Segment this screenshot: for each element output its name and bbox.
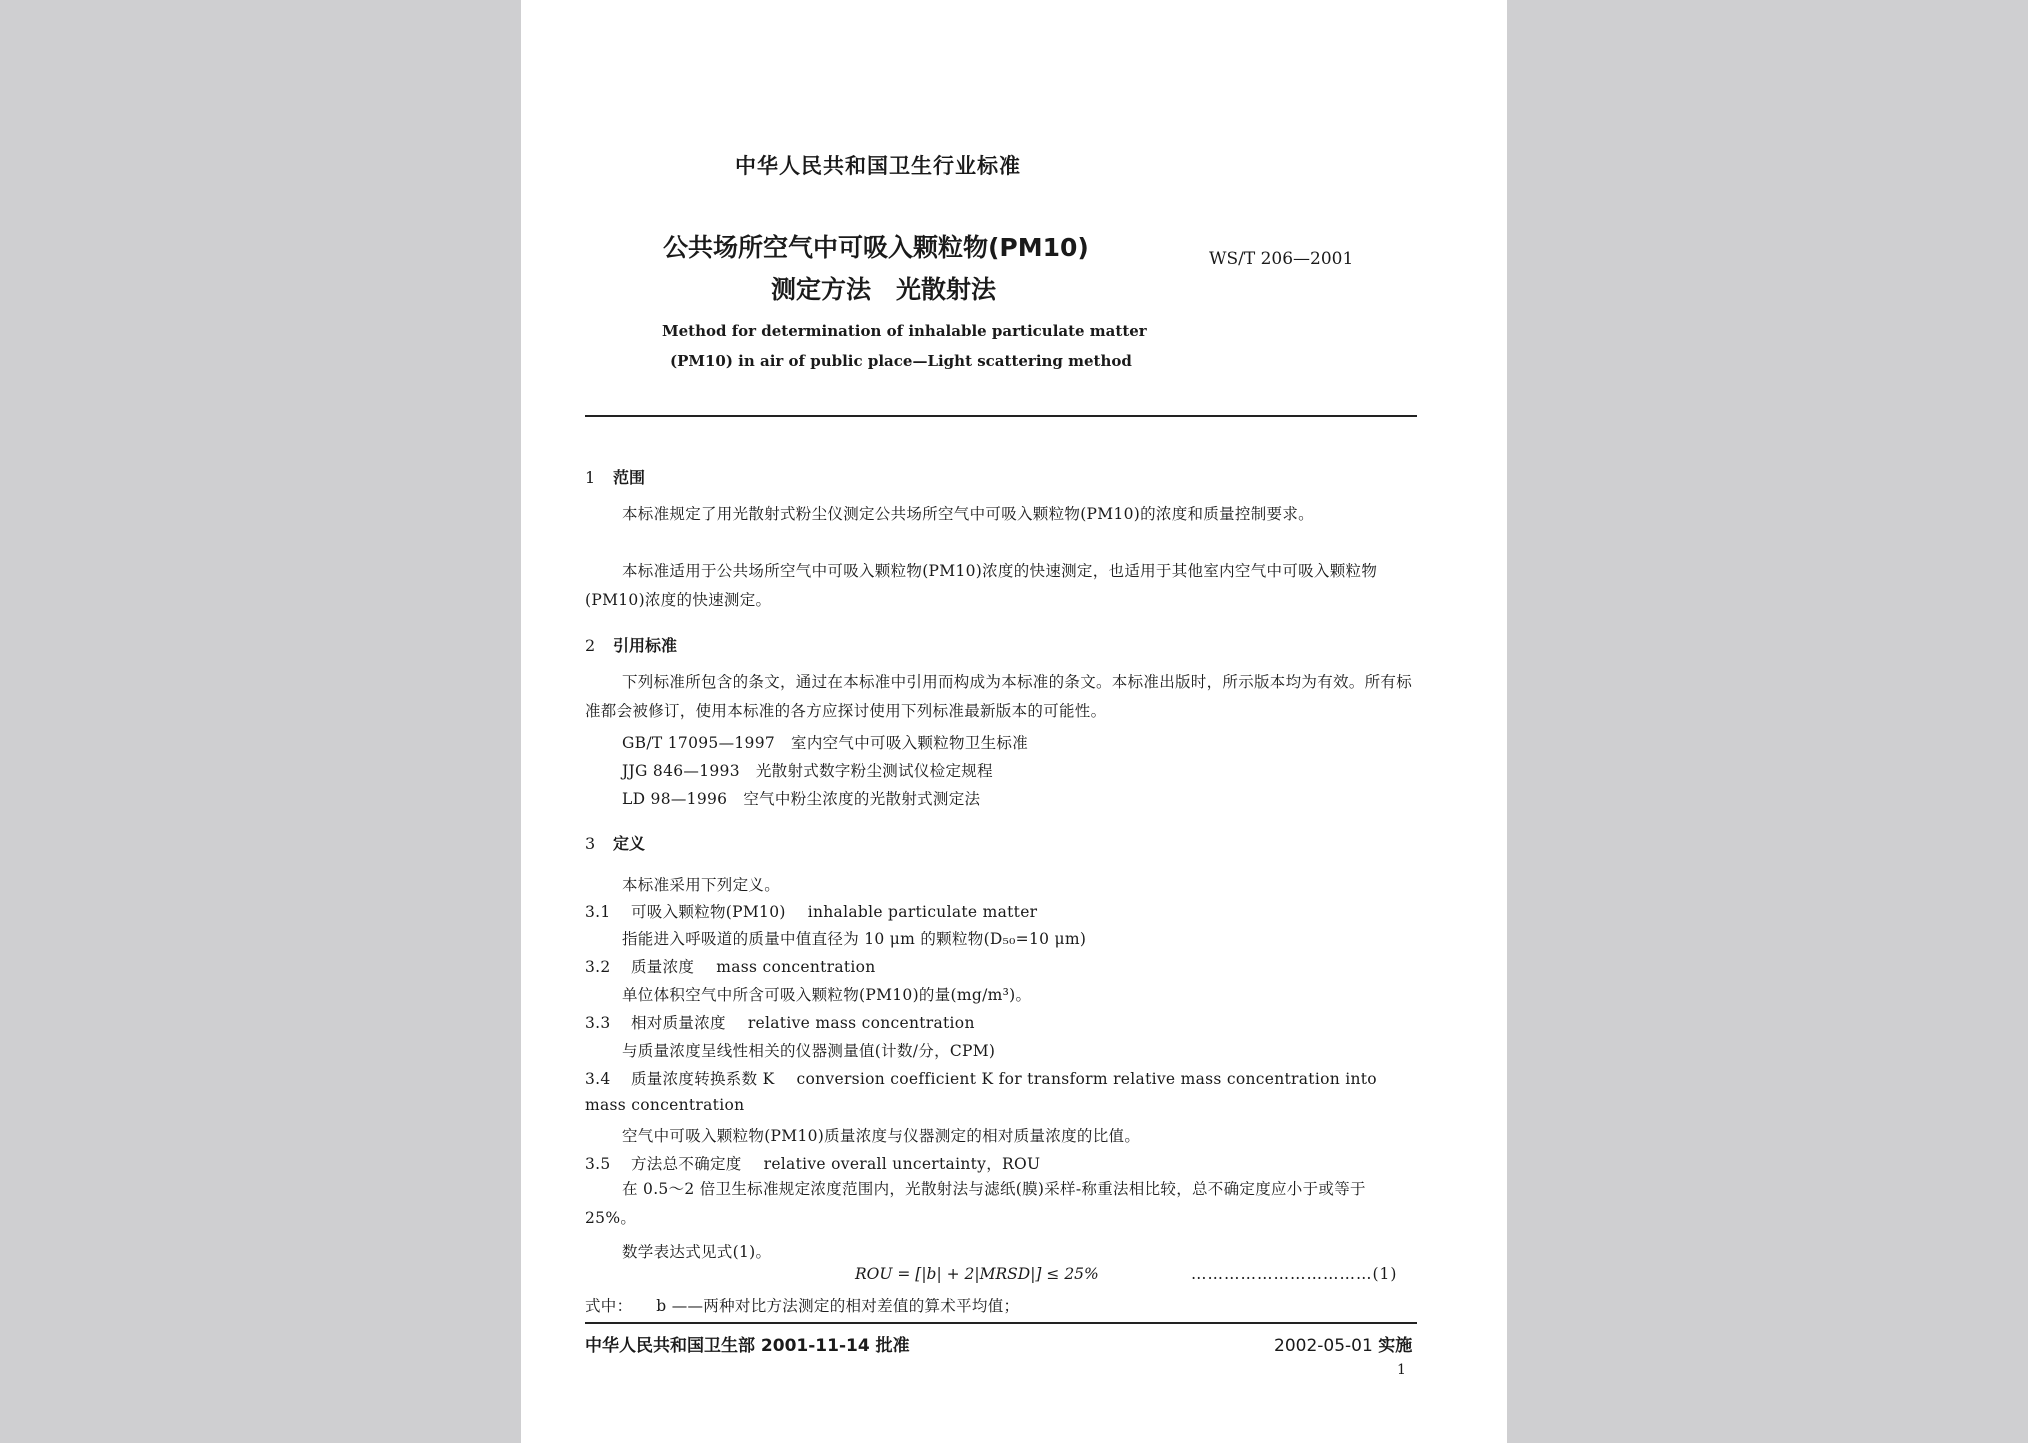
definition-term-english: relative mass concentration (747, 1014, 975, 1032)
definition-term-english: relative overall uncertainty，ROU (763, 1155, 1041, 1173)
implementation-label: 实施 (1378, 1336, 1413, 1356)
definition-number: 3.5 (585, 1155, 611, 1173)
issuing-agency: 中华人民共和国卫生行业标准 (735, 154, 1021, 178)
implementation-date: 2002-05-01 (1274, 1336, 1373, 1356)
definition-3-4 (585, 1067, 1377, 1089)
definition-term: 方法总不确定度 (631, 1155, 742, 1173)
definition-3-4-text: 空气中可吸入颗粒物(PM10)质量浓度与仪器测定的相对质量浓度的比值。 (622, 1127, 1141, 1145)
section-1-heading (585, 465, 645, 488)
reference-code: JJG 846—1993 (622, 762, 740, 780)
definition-term: 相对质量浓度 (631, 1014, 726, 1032)
section-2-paragraph: 下列标准所包含的条文，通过在本标准中引用而构成为本标准的条文。本标准出版时，所示版本均为有效。所有标准都会被修订，使用本标准的各方应探讨使用下列标准最新版本的可能性。 (585, 673, 1413, 720)
rou-formula: ROU = [|b| + 2|MRSD|] ≤ 25% (855, 1265, 1099, 1283)
section-title: 定义 (613, 834, 646, 853)
reference-title: 室内空气中可吸入颗粒物卫生标准 (791, 734, 1029, 752)
reference-code: LD 98—1996 (622, 790, 728, 808)
definition-3-3-text: 与质量浓度呈线性相关的仪器测量值(计数/分，CPM) (622, 1042, 996, 1060)
definition-number: 3.1 (585, 903, 611, 921)
footer-divider (585, 1322, 1417, 1324)
definition-3-1 (585, 900, 1037, 922)
section-1-paragraph-1: 本标准规定了用光散射式粉尘仪测定公共场所空气中可吸入颗粒物(PM10)的浓度和质量控制要求。 (622, 505, 1314, 523)
definition-term: 质量浓度 (631, 958, 695, 976)
section-title: 范围 (613, 468, 646, 487)
section-number: 2 (585, 636, 596, 655)
section-3-heading (585, 831, 645, 854)
implementation-note (1274, 1331, 1412, 1356)
reference-code: GB/T 17095—1997 (622, 734, 776, 752)
definition-3-5 (585, 1152, 1040, 1174)
formula-number: ……………………………(1) (1191, 1265, 1398, 1283)
definition-term-english: mass concentration (716, 958, 876, 976)
definition-3-2-text: 单位体积空气中所含可吸入颗粒物(PM10)的量(mg/m³)。 (622, 986, 1032, 1004)
section-title: 引用标准 (613, 636, 678, 655)
definition-3-5-text: 在 0.5～2 倍卫生标准规定浓度范围内，光散射法与滤纸(膜)采样-称重法相比较，总不确定度应小于或等于 25%。 (585, 1180, 1366, 1227)
section-2-heading (585, 633, 677, 656)
standard-code: WS/T 206—2001 (1209, 249, 1354, 269)
definition-3-3 (585, 1011, 975, 1033)
definition-term: 质量浓度转换系数 K (631, 1070, 775, 1088)
approval-note: 中华人民共和国卫生部 2001-11-14 批准 (585, 1336, 910, 1356)
reference-item (622, 787, 980, 809)
section-number: 3 (585, 834, 596, 853)
definition-number: 3.4 (585, 1070, 611, 1088)
definition-3-4-continuation: mass concentration (585, 1096, 745, 1114)
definition-3-1-text: 指能进入呼吸道的质量中值直径为 10 μm 的颗粒物(D₅₀=10 μm) (622, 930, 1087, 948)
english-title-line-1: Method for determination of inhalable particulate matter (662, 322, 1147, 340)
section-1-paragraph-2: 本标准适用于公共场所空气中可吸入颗粒物(PM10)浓度的快速测定，也适用于其他室内空气中可吸入颗粒物(PM10)浓度的快速测定。 (585, 562, 1378, 609)
formula-where-clause: 式中： b ——两种对比方法测定的相对差值的算术平均值； (585, 1297, 1020, 1315)
page-number: 1 (1397, 1362, 1406, 1378)
definition-term: 可吸入颗粒物(PM10) (631, 903, 786, 921)
document-page (521, 0, 1507, 1443)
title-line-1: 公共场所空气中可吸入颗粒物(PM10) (663, 233, 1089, 262)
title-line-2: 测定方法 光散射法 (771, 275, 997, 304)
reference-title: 光散射式数字粉尘测试仪检定规程 (755, 762, 993, 780)
english-title-line-2: (PM10) in air of public place—Light scattering method (670, 352, 1132, 370)
definition-number: 3.3 (585, 1014, 611, 1032)
definitions-intro: 本标准采用下列定义。 (622, 876, 781, 894)
expression-intro: 数学表达式见式(1)。 (622, 1243, 772, 1261)
definition-term-english: conversion coefficient K for transform relative mass concentration into (796, 1070, 1377, 1088)
header-divider (585, 415, 1417, 417)
definition-number: 3.2 (585, 958, 611, 976)
section-number: 1 (585, 468, 596, 487)
definition-3-2 (585, 955, 876, 977)
reference-item (622, 759, 993, 781)
reference-title: 空气中粉尘浓度的光散射式测定法 (743, 790, 981, 808)
reference-item (622, 731, 1028, 753)
definition-term-english: inhalable particulate matter (807, 903, 1038, 921)
